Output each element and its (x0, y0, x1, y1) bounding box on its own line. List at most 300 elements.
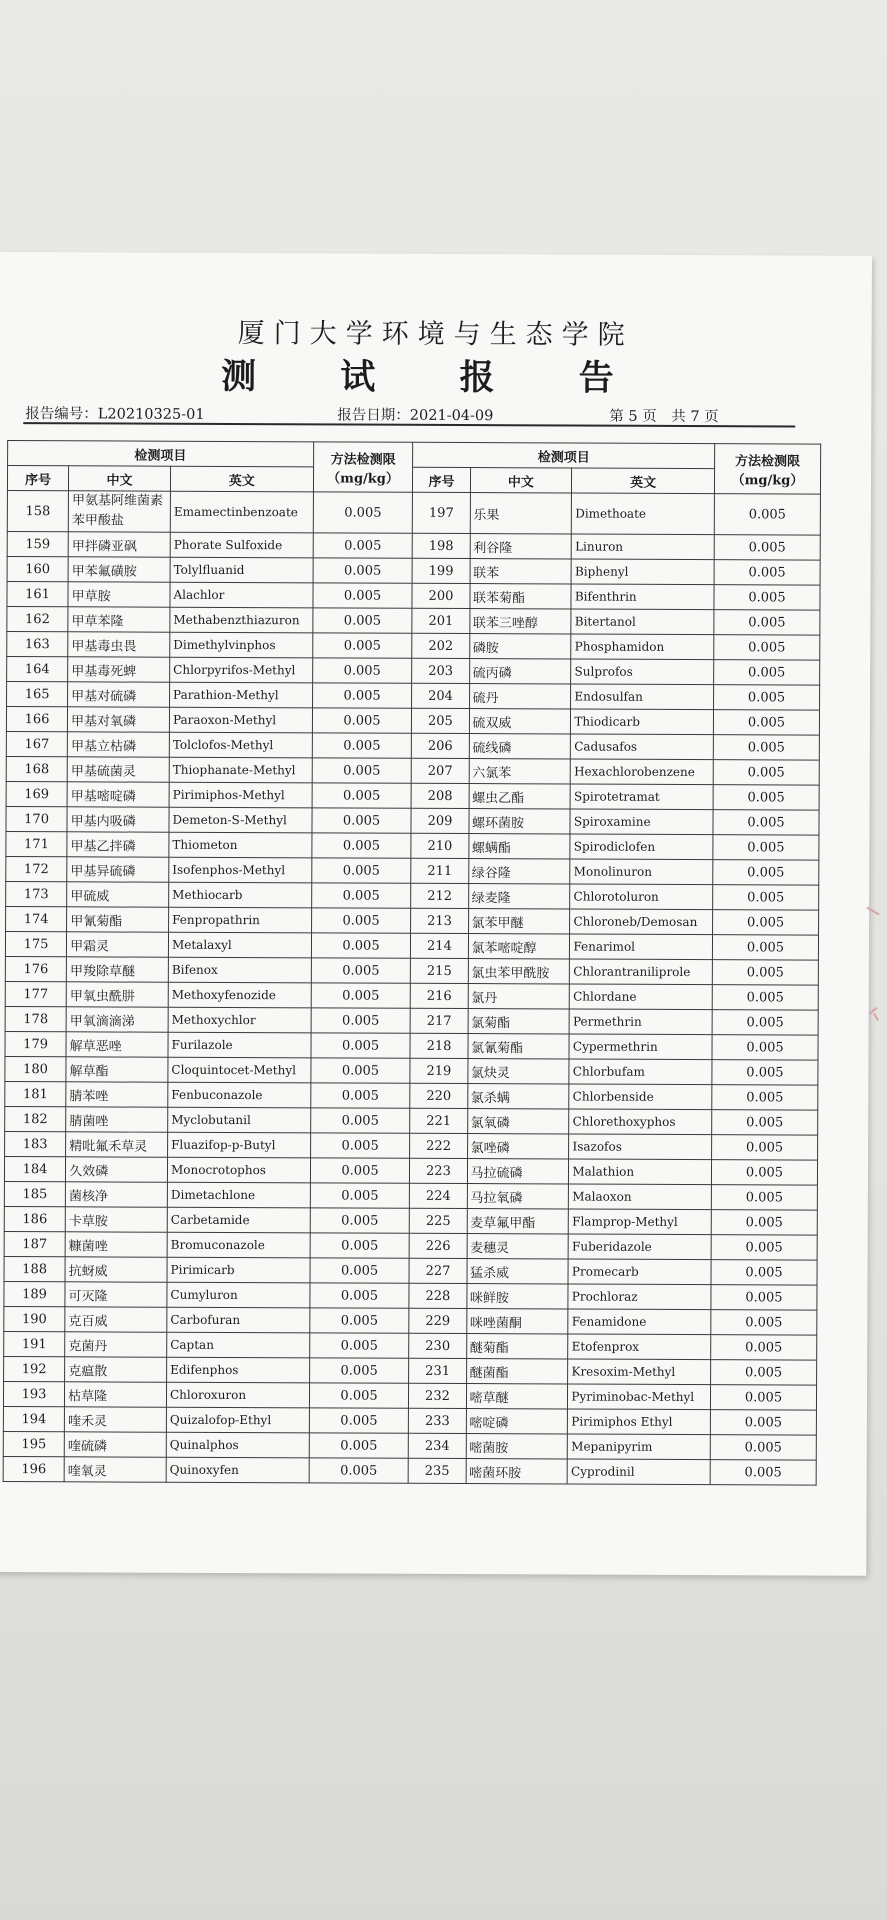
item-number-left: 171 (6, 832, 67, 857)
item-number-right: 212 (411, 883, 468, 908)
detection-limit-left: 0.005 (310, 1208, 410, 1233)
table-row (5, 1007, 818, 1036)
item-number-right: 222 (410, 1133, 467, 1158)
item-number-left: 191 (4, 1332, 65, 1357)
table-row (7, 557, 820, 586)
item-name-en-right: Prochloraz (568, 1284, 711, 1310)
item-name-en-left: Cloquintocet-Methyl (168, 1057, 311, 1083)
item-name-cn-left: 甲氨基阿维菌素苯甲酸盐 (68, 491, 170, 532)
detection-limit-left: 0.005 (312, 783, 412, 808)
table-row (5, 957, 818, 986)
detection-limit-right: 0.005 (710, 1410, 816, 1435)
table-row (5, 932, 818, 961)
table-row (6, 782, 819, 811)
item-number-right: 205 (412, 708, 469, 733)
item-name-en-right: Mepanipyrim (568, 1434, 711, 1460)
item-name-cn-right: 绿麦隆 (468, 884, 570, 909)
item-name-en-right: Permethrin (569, 1009, 712, 1035)
item-number-left: 164 (7, 657, 68, 682)
item-name-cn-left: 甲基立枯磷 (67, 732, 169, 757)
detection-limit-left: 0.005 (312, 808, 412, 833)
detection-limit-right: 0.005 (712, 1135, 818, 1160)
detection-limit-right: 0.005 (714, 635, 820, 660)
table-row (4, 1207, 817, 1236)
item-number-left: 161 (7, 582, 68, 607)
item-name-cn-left: 甲草苯隆 (68, 607, 170, 632)
item-name-en-right: Isazofos (569, 1134, 712, 1160)
item-number-left: 192 (4, 1357, 65, 1382)
item-name-en-left: Fluazifop-p-Butyl (168, 1132, 311, 1158)
detection-limit-right: 0.005 (712, 1110, 818, 1135)
item-name-cn-right: 氯菊酯 (468, 1009, 570, 1034)
item-name-cn-right: 氯氧磷 (467, 1109, 569, 1134)
table-row (7, 532, 820, 561)
item-number-right: 219 (410, 1058, 467, 1083)
item-name-en-left: Myclobutanil (168, 1107, 311, 1133)
item-name-en-left: Chlorpyrifos-Methyl (170, 657, 313, 683)
item-number-left: 179 (5, 1032, 66, 1057)
item-name-cn-right: 联苯三唑醇 (469, 609, 571, 634)
item-number-right: 200 (412, 583, 469, 608)
item-number-right: 204 (412, 683, 469, 708)
detection-limit-left: 0.005 (309, 1458, 409, 1483)
item-number-left: 168 (6, 757, 67, 782)
item-name-en-right: Chlorotoluron (570, 884, 713, 910)
table-row (4, 1257, 817, 1286)
item-name-en-right: Endosulfan (571, 684, 714, 710)
item-number-right: 235 (409, 1458, 466, 1483)
item-name-cn-left: 糠菌唑 (65, 1232, 167, 1257)
item-name-en-right: Cadusafos (571, 734, 714, 760)
table-row (7, 582, 820, 611)
detection-limit-left: 0.005 (310, 1258, 410, 1283)
item-name-en-right: Bifenthrin (571, 584, 714, 610)
item-number-right: 224 (410, 1183, 467, 1208)
item-number-left: 160 (7, 557, 68, 582)
item-number-right: 206 (412, 733, 469, 758)
item-name-en-left: Emamectinbenzoate (170, 491, 313, 533)
table-row (7, 632, 820, 661)
item-number-right: 198 (413, 533, 470, 558)
item-name-en-left: Thiophanate-Methyl (169, 757, 312, 783)
detection-limit-right: 0.005 (712, 1035, 818, 1060)
item-name-en-left: Quizalofop-Ethyl (166, 1407, 309, 1433)
table-row (5, 1082, 818, 1111)
item-name-cn-left: 喹禾灵 (64, 1407, 166, 1432)
table-row (3, 1407, 816, 1436)
item-number-right: 233 (409, 1408, 466, 1433)
detection-limit-left: 0.005 (310, 1283, 410, 1308)
red-stamp-edge-marks (862, 900, 887, 1100)
item-number-left: 196 (3, 1457, 64, 1482)
item-name-cn-right: 嘧菌胺 (466, 1434, 568, 1459)
item-number-right: 221 (410, 1108, 467, 1133)
item-name-cn-left: 菌核净 (65, 1182, 167, 1207)
item-name-en-left: Monocrotophos (167, 1157, 310, 1183)
detection-limit-right: 0.005 (713, 835, 819, 860)
item-name-cn-right: 嘧草醚 (466, 1384, 568, 1409)
item-name-cn-right: 氯杀螨 (467, 1084, 569, 1109)
table-row (7, 657, 820, 686)
item-number-left: 194 (3, 1407, 64, 1432)
item-number-right: 232 (409, 1383, 466, 1408)
item-number-right: 216 (411, 983, 468, 1008)
item-name-en-left: Pirimiphos-Methyl (169, 782, 312, 808)
col-header-no-left: 序号 (7, 466, 68, 491)
detection-limit-right: 0.005 (712, 1085, 818, 1110)
detection-limit-right: 0.005 (714, 585, 820, 610)
item-name-cn-left: 抗蚜威 (65, 1257, 167, 1282)
item-name-en-right: Chlorethoxyphos (569, 1109, 712, 1135)
item-name-en-right: Bitertanol (571, 609, 714, 635)
item-name-en-left: Metalaxyl (168, 932, 311, 958)
item-name-cn-left: 解草恶唑 (66, 1032, 168, 1057)
detection-limit-left: 0.005 (311, 1008, 411, 1033)
item-name-en-left: Tolclofos-Methyl (169, 732, 312, 758)
table-row (7, 607, 820, 636)
item-name-en-left: Tolylfluanid (170, 557, 313, 583)
item-number-left: 167 (6, 732, 67, 757)
item-number-right: 213 (411, 908, 468, 933)
item-name-cn-left: 甲羧除草醚 (66, 957, 168, 982)
item-name-cn-left: 腈苯唑 (66, 1082, 168, 1107)
item-name-cn-left: 甲氧虫酰肼 (66, 982, 168, 1007)
item-name-en-left: Dimethylvinphos (170, 632, 313, 658)
detection-limit-right: 0.005 (713, 760, 819, 785)
detection-limit-left: 0.005 (312, 658, 412, 683)
detection-limit-left: 0.005 (312, 608, 412, 633)
item-name-en-right: Phosphamidon (571, 634, 714, 660)
report-date: 报告日期：2021-04-09 (337, 407, 494, 425)
detection-limit-right: 0.005 (713, 785, 819, 810)
table-row (5, 1107, 818, 1136)
item-name-cn-right: 嘧啶磷 (466, 1409, 568, 1434)
item-name-en-right: Malaoxon (569, 1184, 712, 1210)
item-name-en-right: Pirimiphos Ethyl (568, 1409, 711, 1435)
item-name-en-right: Spiroxamine (570, 809, 713, 835)
item-name-cn-left: 久效磷 (66, 1157, 168, 1182)
col-header-cn-right: 中文 (470, 468, 572, 493)
item-number-left: 166 (6, 707, 67, 732)
item-name-en-right: Thiodicarb (571, 709, 714, 735)
item-name-cn-left: 克百威 (65, 1307, 167, 1332)
report-number: 报告编号：L20210325-01 (25, 406, 205, 423)
detection-limit-right: 0.005 (714, 610, 820, 635)
detection-limit-right: 0.005 (712, 960, 818, 985)
detection-limit-right: 0.005 (711, 1285, 817, 1310)
item-number-left: 172 (6, 857, 67, 882)
item-number-right: 229 (409, 1308, 466, 1333)
item-number-left: 184 (4, 1157, 65, 1182)
detection-limit-left: 0.005 (311, 1058, 411, 1083)
item-name-en-right: Chlorantraniliprole (570, 959, 713, 985)
table-row (6, 707, 819, 736)
item-name-en-right: Linuron (572, 534, 715, 560)
item-name-cn-right: 螺虫乙酯 (469, 784, 571, 809)
item-number-left: 193 (3, 1382, 64, 1407)
item-name-en-right: Biphenyl (571, 559, 714, 585)
detection-limit-right: 0.005 (712, 1010, 818, 1035)
item-number-left: 163 (7, 632, 68, 657)
item-name-en-left: Chloroxuron (166, 1382, 309, 1408)
item-name-en-left: Methabenzthiazuron (170, 607, 313, 633)
table-row (4, 1357, 817, 1386)
table-row (6, 757, 819, 786)
detection-limit-right: 0.005 (714, 494, 820, 535)
item-name-en-left: Isofenphos-Methyl (169, 857, 312, 883)
detection-limit-left: 0.005 (309, 1333, 409, 1358)
item-number-left: 189 (4, 1282, 65, 1307)
item-name-cn-left: 甲基毒死蜱 (68, 657, 170, 682)
item-name-en-left: Bifenox (168, 957, 311, 983)
item-number-left: 195 (3, 1432, 64, 1457)
detection-limit-left: 0.005 (311, 858, 411, 883)
table-row (6, 732, 819, 761)
detection-limit-left: 0.005 (310, 1158, 410, 1183)
item-name-cn-left: 甲硫威 (67, 882, 169, 907)
item-number-right: 220 (410, 1083, 467, 1108)
detection-limit-left: 0.005 (310, 1083, 410, 1108)
item-name-cn-right: 螺环菌胺 (468, 809, 570, 834)
detection-limit-left: 0.005 (310, 1133, 410, 1158)
detection-limit-left: 0.005 (313, 583, 413, 608)
item-name-cn-left: 甲基硫菌灵 (67, 757, 169, 782)
detection-limit-left: 0.005 (309, 1433, 409, 1458)
item-name-en-right: Spirotetramat (570, 784, 713, 810)
item-name-en-left: Alachlor (170, 582, 313, 608)
item-name-en-left: Paraoxon-Methyl (169, 707, 312, 733)
table-row (5, 1132, 818, 1161)
detection-limit-right: 0.005 (714, 535, 820, 560)
item-name-cn-left: 甲草胺 (68, 582, 170, 607)
detection-limit-left: 0.005 (310, 1108, 410, 1133)
item-name-cn-right: 麦草氟甲酯 (467, 1209, 569, 1234)
detection-limit-left: 0.005 (312, 733, 412, 758)
item-number-left: 190 (4, 1307, 65, 1332)
item-number-left: 162 (7, 607, 68, 632)
detection-limit-right: 0.005 (710, 1435, 816, 1460)
detection-limit-left: 0.005 (311, 958, 411, 983)
table-row (6, 857, 819, 886)
item-number-right: 227 (409, 1258, 466, 1283)
limit-header-right-line2: （mg/kg） (731, 472, 804, 489)
item-number-right: 210 (411, 833, 468, 858)
group-header-left: 检测项目 (8, 441, 314, 467)
item-name-cn-left: 克瘟散 (65, 1357, 167, 1382)
detection-limit-left: 0.005 (311, 1033, 411, 1058)
item-name-en-left: Dimetachlone (167, 1182, 310, 1208)
item-name-en-left: Edifenphos (167, 1357, 310, 1383)
item-name-en-left: Bromuconazole (167, 1232, 310, 1258)
item-name-en-left: Cumyluron (167, 1282, 310, 1308)
item-name-cn-right: 猛杀威 (467, 1259, 569, 1284)
item-number-left: 183 (5, 1132, 66, 1157)
table-row (3, 1457, 816, 1486)
item-name-en-left: Methoxyfenozide (168, 982, 311, 1008)
table-row (6, 907, 819, 936)
detection-limit-left: 0.005 (313, 533, 413, 558)
item-name-cn-right: 螺螨酯 (468, 834, 570, 859)
report-title: 测 试 报 告 (221, 355, 650, 399)
item-number-left: 186 (4, 1207, 65, 1232)
item-name-cn-right: 联苯 (470, 559, 572, 584)
item-name-en-left: Parathion-Methyl (170, 682, 313, 708)
item-name-en-right: Flamprop-Methyl (569, 1209, 712, 1235)
detection-limit-left: 0.005 (309, 1408, 409, 1433)
item-name-cn-left: 甲霜灵 (67, 932, 169, 957)
item-number-right: 209 (411, 808, 468, 833)
item-name-cn-right: 氯苯甲醚 (468, 909, 570, 934)
detection-limit-left: 0.005 (312, 683, 412, 708)
item-number-left: 180 (5, 1057, 66, 1082)
detection-limit-right: 0.005 (711, 1260, 817, 1285)
item-name-en-left: Fenpropathrin (169, 907, 312, 933)
table-row (6, 882, 819, 911)
table-row (5, 1032, 818, 1061)
item-name-cn-right: 绿谷隆 (468, 859, 570, 884)
item-number-right: 197 (413, 492, 470, 533)
item-number-left: 178 (5, 1007, 66, 1032)
detection-limit-left: 0.005 (312, 633, 412, 658)
group-header-right: 检测项目 (413, 442, 715, 468)
item-number-left: 177 (5, 982, 66, 1007)
detection-limit-left: 0.005 (311, 933, 411, 958)
item-number-left: 165 (7, 682, 68, 707)
table-row (4, 1182, 817, 1211)
detection-limit-right: 0.005 (711, 1235, 817, 1260)
item-name-en-left: Phorate Sulfoxide (170, 532, 313, 558)
institution-name: 厦门大学环境与生态学院 (237, 318, 634, 351)
item-number-right: 234 (409, 1433, 466, 1458)
item-name-en-right: Chloroneb/Demosan (570, 909, 713, 935)
item-number-left: 176 (5, 957, 66, 982)
table-row (6, 807, 819, 836)
item-name-cn-right: 咪鲜胺 (466, 1284, 568, 1309)
item-name-en-right: Fenamidone (568, 1309, 711, 1335)
detection-limit-right: 0.005 (712, 1060, 818, 1085)
item-name-en-right: Dimethoate (572, 493, 715, 535)
item-number-left: 185 (4, 1182, 65, 1207)
detection-limit-right: 0.005 (714, 685, 820, 710)
item-number-right: 230 (409, 1333, 466, 1358)
item-name-en-left: Quinoxyfen (166, 1457, 309, 1483)
detection-limit-right: 0.005 (712, 985, 818, 1010)
detection-limit-right: 0.005 (711, 1335, 817, 1360)
limit-header-left-line2: （mg/kg） (327, 470, 399, 487)
item-name-cn-right: 硫丙磷 (469, 659, 571, 684)
item-name-en-right: Fuberidazole (568, 1234, 711, 1260)
item-number-right: 202 (412, 633, 469, 658)
item-name-cn-right: 硫丹 (469, 684, 571, 709)
item-name-en-right: Spirodiclofen (570, 834, 713, 860)
item-name-cn-right: 氯唑磷 (467, 1134, 569, 1159)
item-number-right: 208 (412, 783, 469, 808)
item-name-cn-right: 乐果 (470, 493, 572, 534)
item-name-cn-right: 醚菊酯 (466, 1334, 568, 1359)
detection-limit-right: 0.005 (711, 1210, 817, 1235)
item-name-en-left: Quinalphos (166, 1432, 309, 1458)
item-name-cn-right: 马拉硫磷 (467, 1159, 569, 1184)
item-number-right: 228 (409, 1283, 466, 1308)
item-name-en-left: Carbetamide (167, 1207, 310, 1233)
table-row (5, 982, 818, 1011)
item-name-en-right: Kresoxim-Methyl (568, 1359, 711, 1385)
item-number-right: 226 (410, 1233, 467, 1258)
detection-limit-right: 0.005 (713, 810, 819, 835)
item-number-left: 187 (4, 1232, 65, 1257)
col-header-en-left: 英文 (170, 466, 313, 492)
item-name-cn-left: 克菌丹 (65, 1332, 167, 1357)
item-number-left: 159 (7, 532, 68, 557)
item-name-en-right: Etofenprox (568, 1334, 711, 1360)
item-name-cn-left: 甲基异硫磷 (67, 857, 169, 882)
limit-header-left (313, 442, 413, 492)
item-name-cn-right: 嘧菌环胺 (466, 1459, 568, 1484)
item-name-cn-left: 解草酯 (66, 1057, 168, 1082)
detection-limit-right: 0.005 (713, 885, 819, 910)
item-name-en-left: Captan (167, 1332, 310, 1358)
item-name-cn-left: 甲氧滴滴涕 (66, 1007, 168, 1032)
item-name-en-right: Chlorbenside (569, 1084, 712, 1110)
col-header-cn-left: 中文 (69, 466, 171, 491)
item-number-left: 173 (6, 882, 67, 907)
table-row (5, 1057, 818, 1086)
item-name-cn-left: 甲基乙拌磷 (67, 832, 169, 857)
detection-limit-right: 0.005 (711, 1360, 817, 1385)
item-name-cn-left: 可灭隆 (65, 1282, 167, 1307)
detection-limit-right: 0.005 (714, 560, 820, 585)
item-name-cn-right: 醚菌酯 (466, 1359, 568, 1384)
item-name-en-right: Malathion (569, 1159, 712, 1185)
item-number-left: 174 (6, 907, 67, 932)
detection-limit-left: 0.005 (311, 883, 411, 908)
item-number-left: 175 (5, 932, 66, 957)
item-name-en-right: Pyriminobac-Methyl (568, 1384, 711, 1410)
results-table-body (3, 491, 820, 1486)
item-name-cn-right: 氯虫苯甲酰胺 (468, 959, 570, 984)
item-name-en-right: Promecarb (568, 1259, 711, 1285)
item-number-right: 231 (409, 1358, 466, 1383)
table-row (7, 682, 820, 711)
detection-limit-right: 0.005 (713, 735, 819, 760)
detection-limit-right: 0.005 (711, 1185, 817, 1210)
item-number-left: 170 (6, 807, 67, 832)
detection-limit-left: 0.005 (311, 908, 411, 933)
table-row (4, 1282, 817, 1311)
item-name-cn-right: 马拉氧磷 (467, 1184, 569, 1209)
table-row (4, 1157, 817, 1186)
item-name-en-right: Fenarimol (570, 934, 713, 960)
item-number-right: 215 (411, 958, 468, 983)
detection-limit-right: 0.005 (710, 1460, 816, 1485)
item-number-right: 201 (412, 608, 469, 633)
detection-limit-left: 0.005 (309, 1383, 409, 1408)
item-name-en-right: Cyprodinil (568, 1459, 711, 1485)
item-name-cn-left: 喹氧灵 (64, 1457, 166, 1482)
item-name-cn-left: 甲拌磷亚砜 (68, 532, 170, 557)
item-name-cn-left: 甲基嘧啶磷 (67, 782, 169, 807)
table-row (4, 1332, 817, 1361)
table-row (4, 1232, 817, 1261)
item-name-en-right: Chlordane (570, 984, 713, 1010)
item-name-cn-left: 甲基对氧磷 (68, 707, 170, 732)
item-number-right: 211 (411, 858, 468, 883)
item-number-left: 182 (5, 1107, 66, 1132)
item-name-cn-right: 硫双威 (469, 709, 571, 734)
limit-header-right-line1: 方法检测限 (735, 453, 801, 469)
item-number-right: 207 (412, 758, 469, 783)
item-name-cn-right: 氯苯嘧啶醇 (468, 934, 570, 959)
